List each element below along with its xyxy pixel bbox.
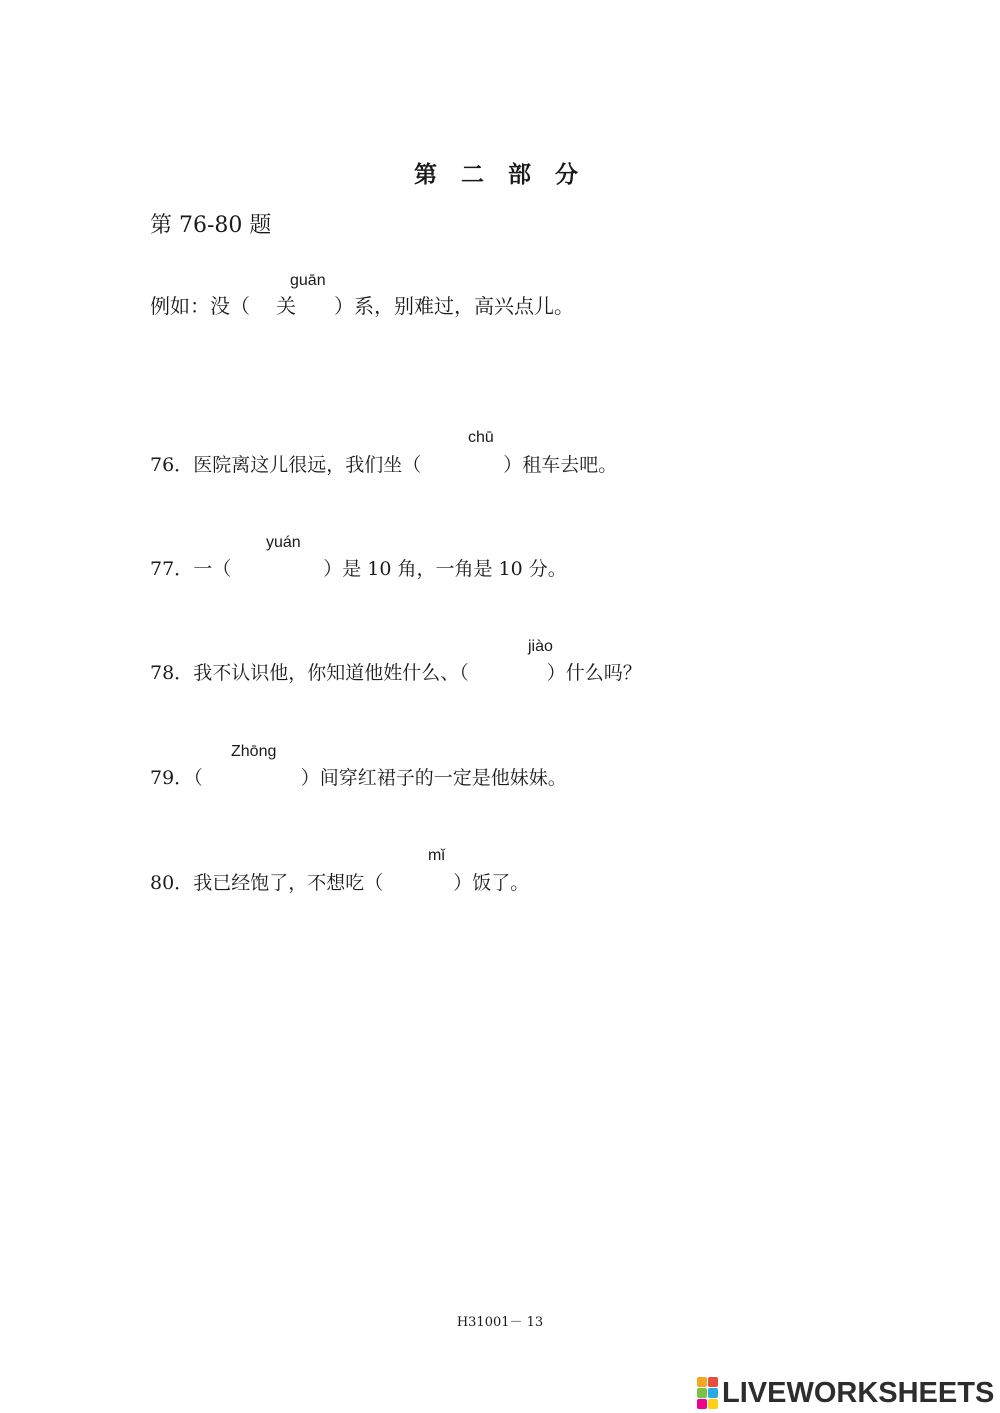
q77-pinyin: yuán <box>266 534 301 551</box>
liveworksheets-logo-icon <box>697 1377 718 1409</box>
page-title: 第 二 部 分 <box>413 161 587 188</box>
q79-prefix: （ <box>193 767 203 789</box>
example-suffix: ）系，别难过，高兴点儿。 <box>334 294 574 318</box>
question-79 <box>150 763 567 790</box>
q79-pinyin: Zhōng <box>231 743 277 760</box>
example-pinyin: guān <box>290 272 326 289</box>
q76-number: 76． <box>150 454 194 476</box>
example-sentence <box>150 290 574 319</box>
q76-suffix: ）租车去吧。 <box>503 454 618 476</box>
section-label: 第 76-80 题 <box>150 213 272 238</box>
liveworksheets-logo-text: LIVEWORKSHEETS <box>722 1376 995 1409</box>
q77-number: 77． <box>150 558 194 580</box>
q79-suffix: ）间穿红裙子的一定是他妹妹。 <box>300 767 567 789</box>
question-80 <box>150 868 529 895</box>
q78-number: 78． <box>150 662 194 684</box>
q78-pinyin: jiào <box>528 638 553 655</box>
question-76 <box>150 450 617 477</box>
q76-prefix: 医院离这儿很远，我们坐（ <box>193 454 422 476</box>
question-77 <box>150 554 567 581</box>
q80-number: 80． <box>150 872 194 894</box>
q80-prefix: 我已经饱了，不想吃（ <box>193 872 384 894</box>
q78-prefix: 我不认识他，你知道他姓什么、（ <box>193 662 469 684</box>
q78-suffix: ）什么吗？ <box>546 662 642 684</box>
q77-prefix: 一（ <box>193 558 232 580</box>
liveworksheets-logo <box>697 1376 994 1410</box>
q79-number: 79． <box>150 767 194 789</box>
q76-pinyin: chū <box>468 429 494 446</box>
q80-pinyin: mǐ <box>428 847 445 864</box>
example-prefix: 例如：没（ <box>150 294 250 318</box>
q77-suffix: ）是 10 角，一角是 10 分。 <box>323 558 567 580</box>
example-answer: 关 <box>276 294 296 318</box>
q80-suffix: ）饭了。 <box>453 872 530 894</box>
page-footer: H31001－ 13 <box>456 1315 544 1330</box>
question-78 <box>150 658 642 685</box>
